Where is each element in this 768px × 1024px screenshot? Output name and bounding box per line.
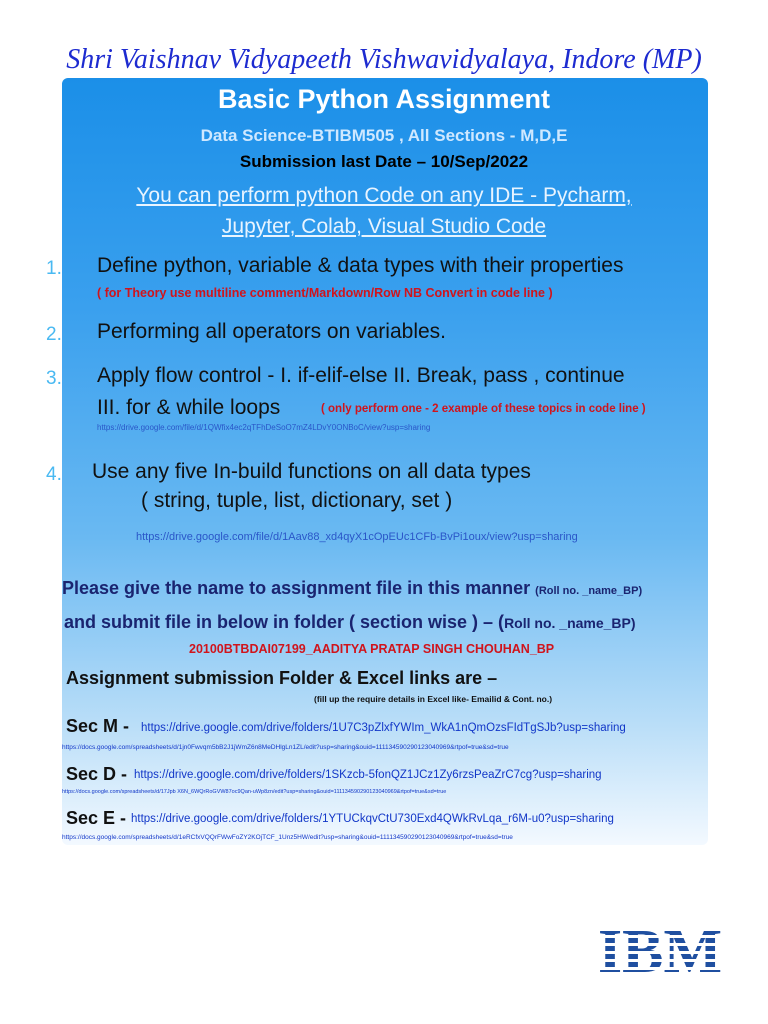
- links-note: (fill up the require details in Excel like- Emailid & Cont. no.): [314, 694, 553, 704]
- item-number-3: 3.: [46, 368, 62, 389]
- item-number-1: 1.: [46, 258, 62, 279]
- section-m-folder-link[interactable]: https://drive.google.com/drive/folders/1U7C3pZlxfYWIm_WkA1nQmOzsFIdTgSJb?usp=sharing: [141, 722, 626, 734]
- university-name: Shri Vaishnav Vidyapeeth Vishwavidyalaya, Indore (MP): [66, 44, 702, 75]
- item-note-1: ( for Theory use multiline comment/Markdown/Row NB Convert in code line ): [97, 286, 553, 300]
- item-text-2: Performing all operators on variables.: [97, 320, 447, 343]
- section-m-label: Sec M -: [66, 716, 130, 736]
- section-e-sheet-link[interactable]: https://docs.google.com/spreadsheets/d/1eRCfxVQQrFWwFoZY2KOjTCF_1Unz5HW/edit?usp=sharing&ouid=111134590290123040969&rtpof=true&sd=true: [62, 834, 513, 841]
- submission-date: Submission last Date – 10/Sep/2022: [239, 152, 529, 171]
- naming-line-2: [64, 612, 636, 633]
- naming-line-1-text: Please give the name to assignment file in this manner: [62, 578, 531, 598]
- section-d-folder-link[interactable]: https://drive.google.com/drive/folders/1SKzcb-5fonQZ1JCz1Zy6rzsPeaZrC7cg?usp=sharing: [134, 769, 602, 781]
- naming-line-1: [62, 578, 642, 599]
- item-text-1: Define python, variable & data types with their properties: [97, 254, 624, 277]
- links-heading: Assignment submission Folder & Excel links are –: [66, 668, 498, 688]
- item-link-4[interactable]: https://drive.google.com/file/d/1Aav88_xd4qyX1cOpEUc1CFb-BvPi1oux/view?usp=sharing: [136, 531, 578, 543]
- naming-line-2-format: Roll no. _name_BP): [504, 615, 636, 631]
- item-note-3: ( only perform one - 2 example of these topics in code line ): [321, 403, 646, 415]
- item-text-4b: ( string, tuple, list, dictionary, set ): [141, 489, 453, 512]
- item-text-3: Apply flow control - I. if-elif-else II. Break, pass , continue: [97, 364, 625, 387]
- item-number-2: 2.: [46, 324, 62, 345]
- item-text-3b: III. for & while loops: [97, 396, 281, 419]
- section-d-label: Sec D -: [66, 764, 128, 784]
- ide-note-line1: You can perform python Code on any IDE - Pycharm,: [136, 184, 632, 207]
- ibm-logo: [596, 914, 724, 980]
- item-text-4: Use any five In-build functions on all data types: [92, 460, 531, 483]
- assignment-title: Basic Python Assignment: [217, 84, 551, 114]
- naming-line-2-text: and submit file in below in folder ( section wise ) – (: [64, 612, 505, 632]
- ide-note: [0, 180, 768, 242]
- naming-line-1-format: (Roll no. _name_BP): [535, 585, 643, 597]
- item-link-3[interactable]: https://drive.google.com/file/d/1QWfix4ec2qTFhDeSoO7mZ4LDvY0ONBoC/view?usp=sharing: [97, 423, 431, 432]
- ide-note-line2: Jupyter, Colab, Visual Studio Code: [221, 215, 547, 238]
- section-d-sheet-link[interactable]: https://docs.google.com/spreadsheets/d/17Jpb X6N_6WQrRoGVW87oc9Qan-uWp8zn/edit?usp=sharing&ouid=111134590290123040969&rtpof=true&sd=true: [62, 789, 447, 795]
- item-number-4: 4.: [46, 464, 62, 485]
- section-e-folder-link[interactable]: https://drive.google.com/drive/folders/1YTUCkqvCtU730Exd4QWkRvLqa_r6M-u0?usp=sharing: [131, 813, 614, 825]
- section-m-sheet-link[interactable]: https://docs.google.com/spreadsheets/d/1jn0Fwvqm5bB2J1jWmZ6n8MeDHlgLn1ZL/edit?usp=sharing&ouid=111134590290123040969&rtpof=true&sd=true: [62, 744, 509, 751]
- course-subtitle: Data Science-BTIBM505 , All Sections - M,D,E: [200, 126, 568, 145]
- naming-example: 20100BTBDAI07199_AADITYA PRATAP SINGH CHOUHAN_BP: [189, 642, 555, 656]
- section-e-label: Sec E -: [66, 808, 127, 828]
